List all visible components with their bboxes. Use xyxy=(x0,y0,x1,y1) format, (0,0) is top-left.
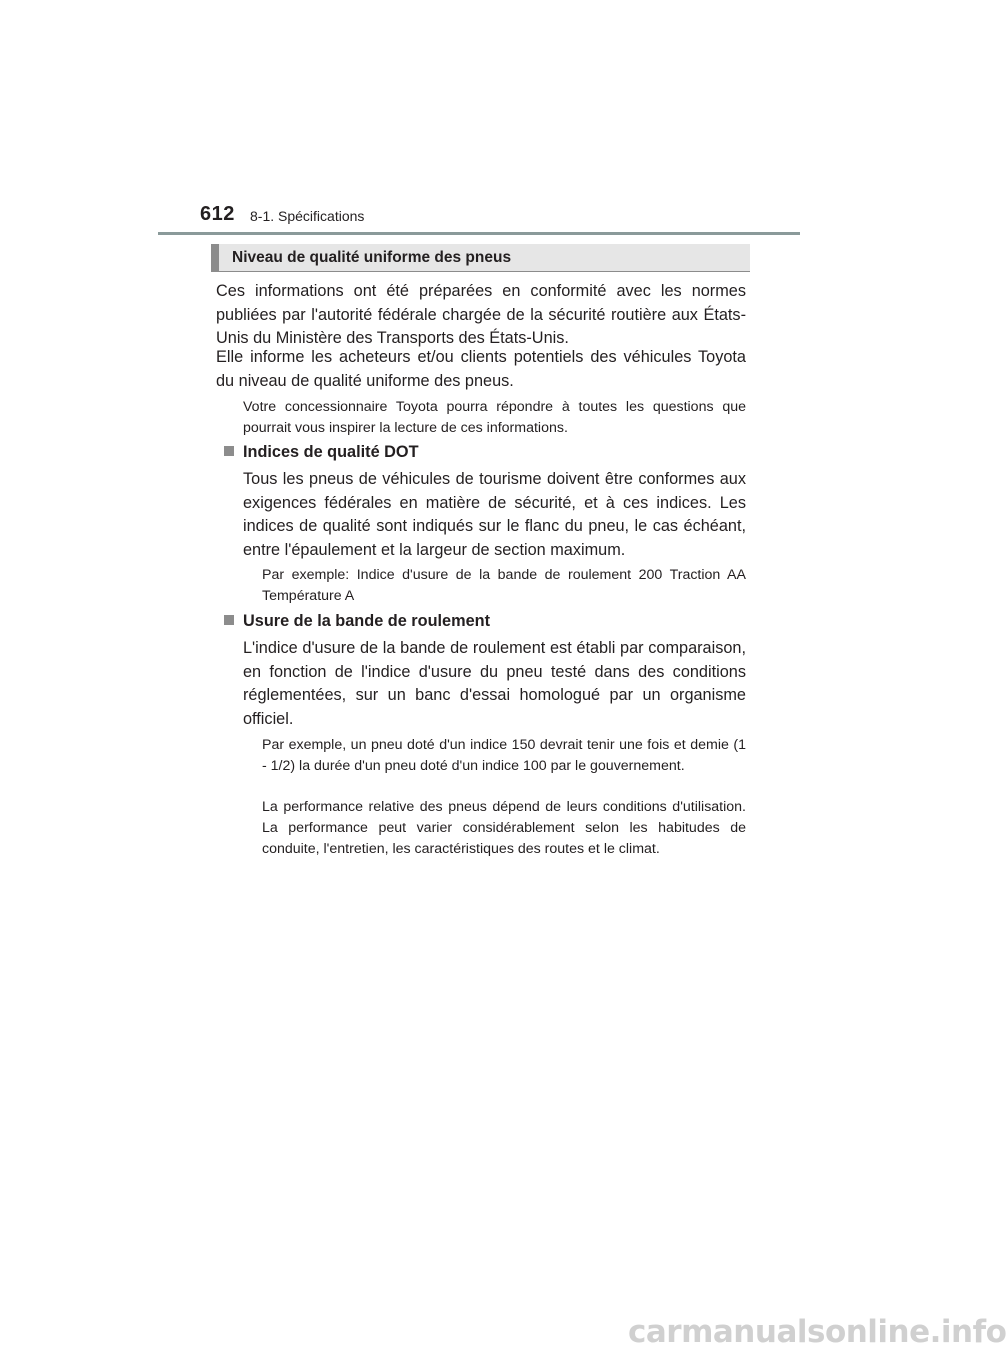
page-number: 612 xyxy=(200,203,235,225)
intro-paragraph-1: Ces informations ont été préparées en conformité avec les normes publiées par l'autorité fédérale chargée de la sécurité routière aux États-Unis du Ministère des Transports des États-Unis. xyxy=(216,282,746,347)
section-label: 8-1. Spécifications xyxy=(250,208,365,224)
treadwear-performance-note: La performance relative des pneus dépend de leurs conditions d'utilisation. La performance peut varier considérablement selon les habitudes de conduite, l'entretien, les caractéristiques des routes et le climat. xyxy=(262,799,746,857)
subsection-heading-text: Usure de la bande de roulement xyxy=(243,612,490,630)
subsection-heading-dot xyxy=(224,443,419,462)
dot-body-paragraph: Tous les pneus de véhicules de tourisme doivent être conformes aux exigences fédérales en matière de sécurité, et à ces indices. Les indices de qualité sont indiqués sur le flanc du pneu, le cas échéant, entre l'épaulement et la largeur de section maximum. xyxy=(243,470,746,559)
subsection-heading-text: Indices de qualité DOT xyxy=(243,443,419,461)
bullet-square-icon xyxy=(224,446,234,456)
subsection-heading-treadwear xyxy=(224,612,490,631)
intro-paragraph-2: Elle informe les acheteurs et/ou clients potentiels des véhicules Toyota du niveau de qualité uniforme des pneus. xyxy=(216,348,746,390)
treadwear-example-note: Par exemple, un pneu doté d'un indice 150 devrait tenir une fois et demie (1 - 1/2) la durée d'un pneu doté d'un indice 100 par le gouvernement. xyxy=(262,737,746,774)
watermark-logo: carmanualsonline.info xyxy=(628,1314,1006,1350)
treadwear-body-paragraph: L'indice d'usure de la bande de roulement est établi par comparaison, en fonction de l'indice d'usure du pneu testé dans des conditions réglementées, sur un banc d'essai homologué par un organisme officiel. xyxy=(243,639,746,728)
header-rule xyxy=(158,232,800,235)
intro-note: Votre concessionnaire Toyota pourra répondre à toutes les questions que pourrait vous inspirer la lecture de ces informations. xyxy=(243,399,746,436)
section-title: Niveau de qualité uniforme des pneus xyxy=(232,249,512,266)
section-title-bar xyxy=(211,244,750,272)
bullet-square-icon xyxy=(224,615,234,625)
dot-example-note: Par exemple: Indice d'usure de la bande de roulement 200 Traction AA Température A xyxy=(262,567,746,604)
